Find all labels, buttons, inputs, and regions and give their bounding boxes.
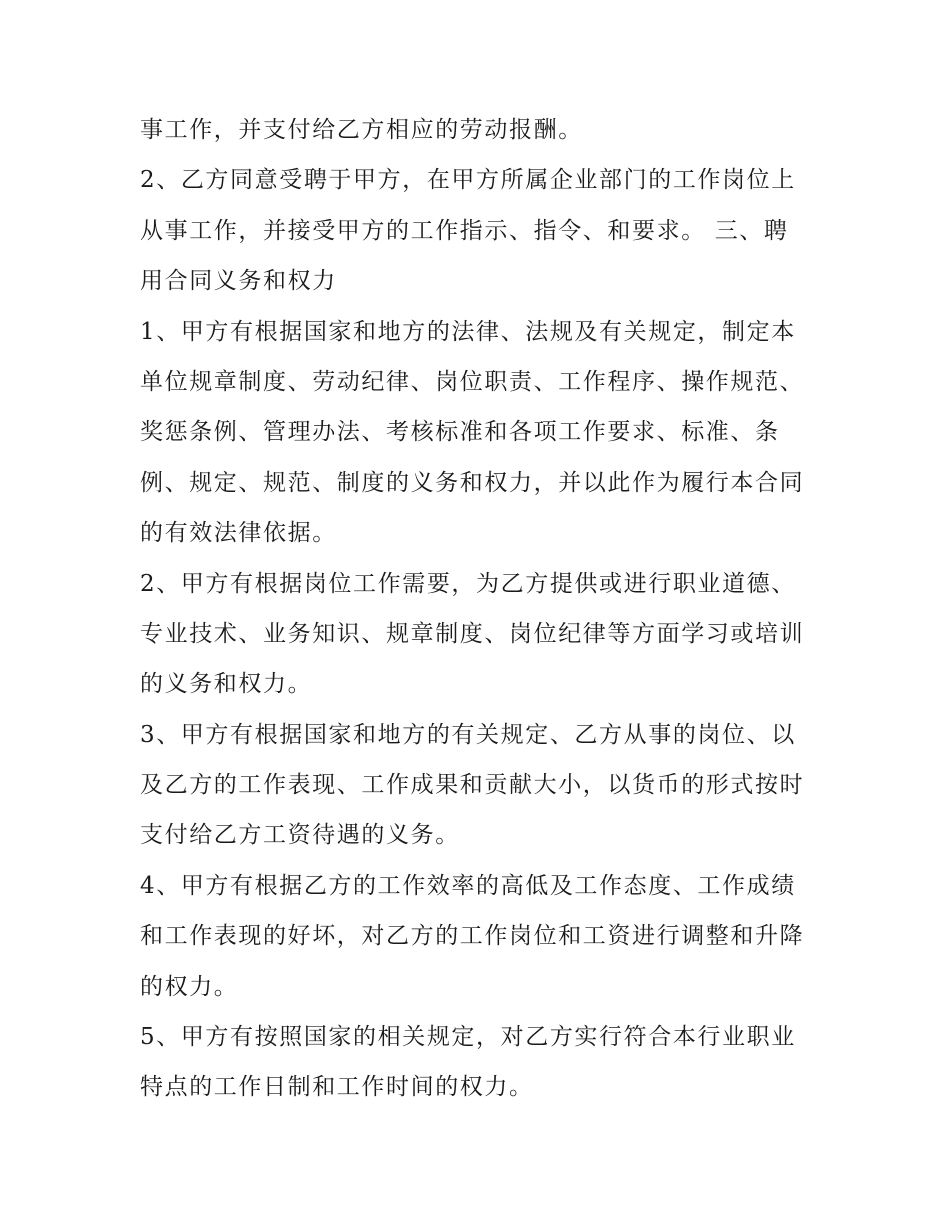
document-body <box>140 105 830 1113</box>
text-line: 3、甲方有根据国家和地方的有关规定、乙方从事的岗位、以 <box>140 721 796 748</box>
text-line: 5、甲方有按照国家的相关规定，对乙方实行符合本行业职业 <box>140 1024 796 1051</box>
text-line: 用合同义务和权力 <box>140 268 337 295</box>
text-line: 单位规章制度、劳动纪律、岗位职责、工作程序、操作规范、 <box>140 368 805 395</box>
text-line: 4、甲方有根据乙方的工作效率的高低及工作态度、工作成绩 <box>140 872 796 899</box>
text-line: 及乙方的工作表现、工作成果和贡献大小，以货币的形式按时 <box>140 772 805 799</box>
text-line: 和工作表现的好坏，对乙方的工作岗位和工资进行调整和升降 <box>140 923 805 950</box>
text-line: 的有效法律依据。 <box>140 520 337 547</box>
text-line: 支付给乙方工资待遇的义务。 <box>140 822 460 849</box>
text-line: 2、乙方同意受聘于甲方，在甲方所属企业部门的工作岗位上 <box>140 167 796 194</box>
text-line: 奖惩条例、管理办法、考核标准和各项工作要求、标准、条 <box>140 419 780 446</box>
text-line: 从事工作，并接受甲方的工作指示、指令、和要求。 三、聘 <box>140 217 789 244</box>
text-line: 2、甲方有根据岗位工作需要，为乙方提供或进行职业道德、 <box>140 570 796 597</box>
text-line: 特点的工作日制和工作时间的权力。 <box>140 1074 534 1101</box>
text-line: 的义务和权力。 <box>140 671 313 698</box>
text-line: 的权力。 <box>140 973 239 1000</box>
text-line: 1、甲方有根据国家和地方的法律、法规及有关规定，制定本 <box>140 318 796 345</box>
text-line: 事工作，并支付给乙方相应的劳动报酬。 <box>140 117 583 143</box>
text-line: 专业技术、业务知识、规章制度、岗位纪律等方面学习或培训 <box>140 620 805 647</box>
text-line: 例、规定、规范、制度的义务和权力，并以此作为履行本合同 <box>140 469 805 496</box>
